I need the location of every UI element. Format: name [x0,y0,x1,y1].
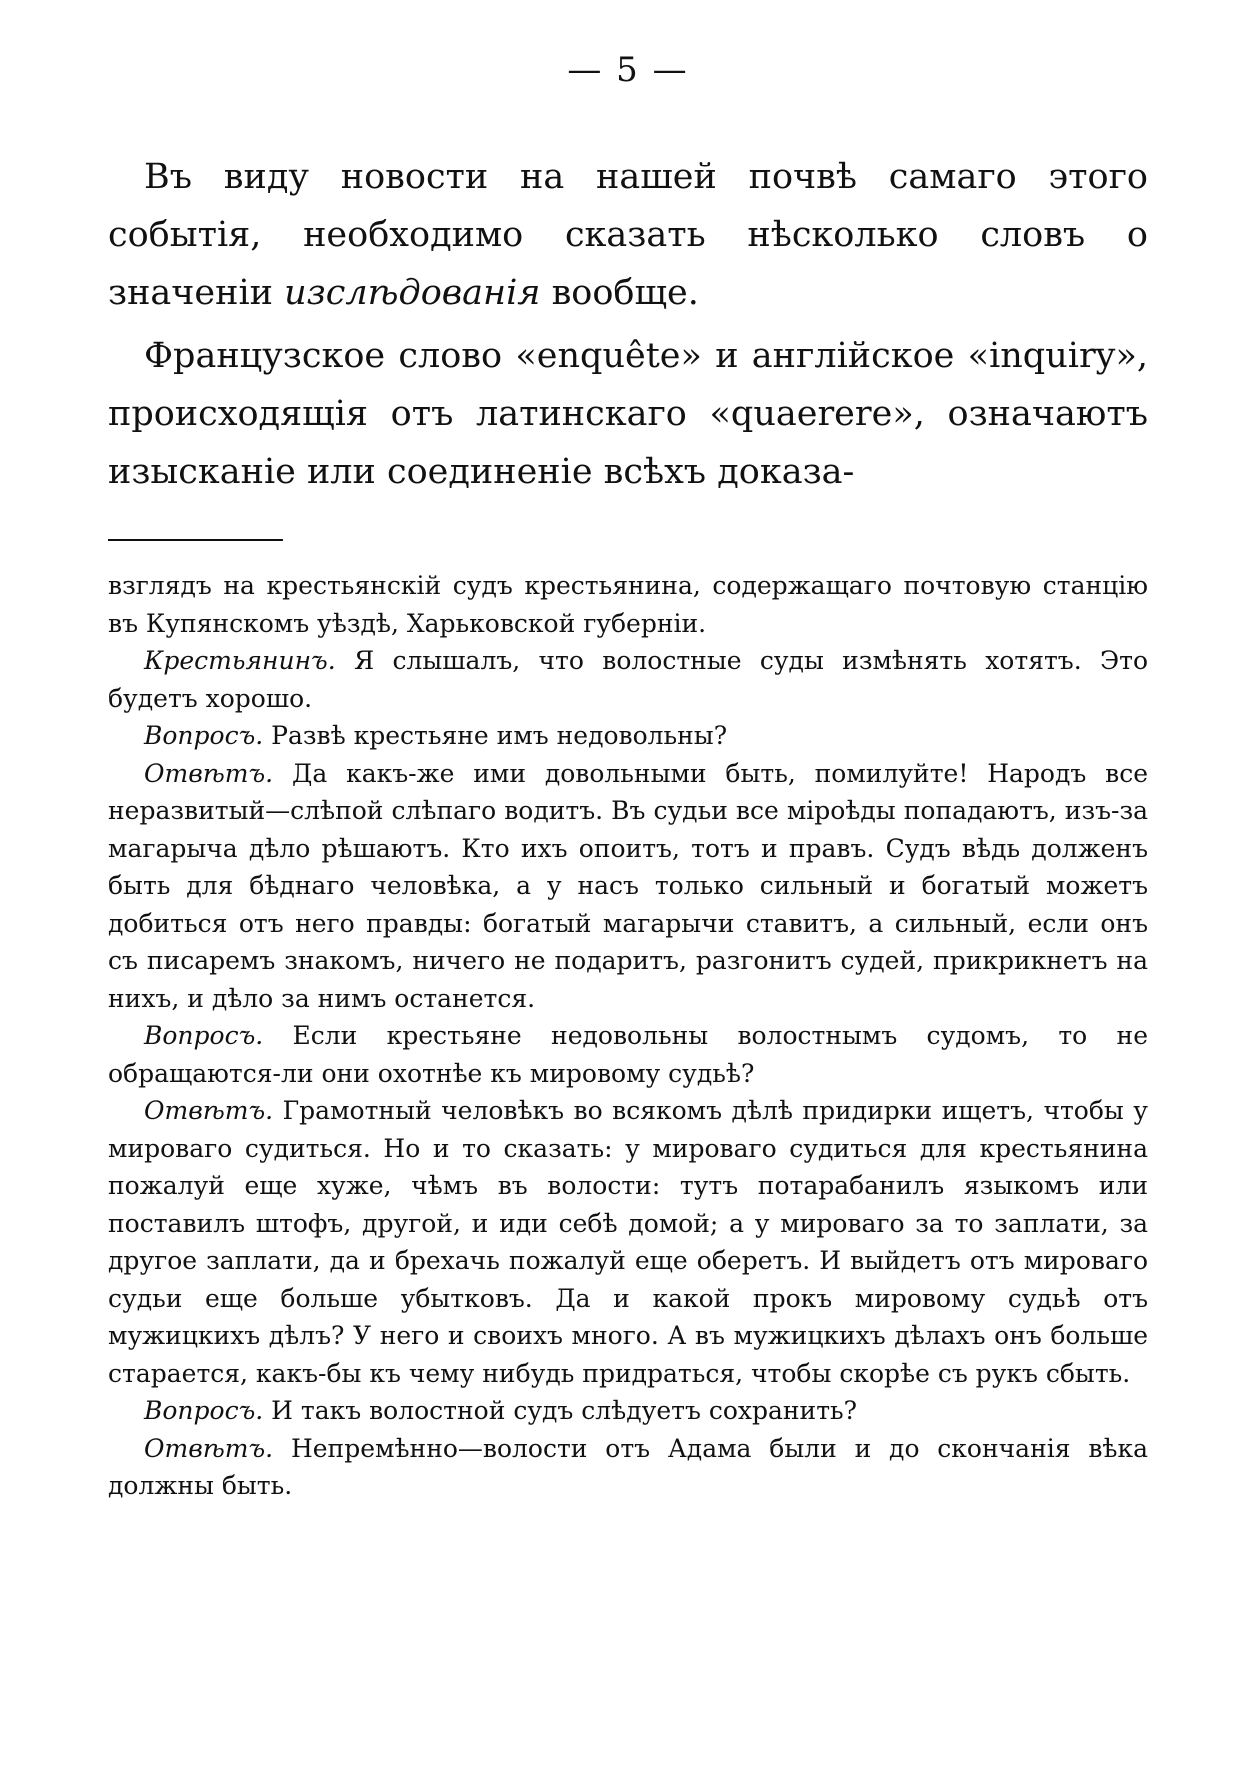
footnote-intro: взглядъ на крестьянскій судъ крестьянина, содержащаго почтовую станцію въ Купянскомъ уѣздѣ, Харьковской губерніи. [108,571,1148,638]
emphasis-word: изслѣдованія [284,273,541,313]
footnote [108,567,1148,1505]
page-number: — 5 — [567,50,689,90]
dialogue-line [108,1430,1148,1505]
dialogue-text: Если крестьяне недовольны волостнымъ судомъ, то не обращаются-ли они охотнѣе къ мировому судьѣ? [108,1021,1148,1088]
dialogue-text: Да какъ-же ими довольными быть, помилуйте! Народъ все неразвитый—слѣпой слѣпаго водитъ. Въ судьи все міроѣды попадаютъ, изъ-за магарыча дѣло рѣшаютъ. Кто ихъ опоитъ, тотъ и правъ. Судъ вѣдь долженъ быть для бѣднаго человѣка, а у насъ только сильный и богатый можетъ добиться отъ него правды: богатый магарычи ставитъ, а сильный, если онъ съ писаремъ знакомъ, ничего не подаритъ, разгонитъ судей, прикрикнетъ на нихъ, и дѣло за нимъ останется. [108,758,1148,1013]
paragraph-2: Французское слово «enquête» и англійское «inquiry», происходящія отъ латинскаго «quaerere», означаютъ изысканіе или соединеніе всѣхъ доказа- [108,336,1148,492]
speaker-label: Отвѣтъ. [144,1096,274,1125]
book-page [108,50,1148,1750]
paragraph-1-text-a: Въ виду новости на нашей почвѣ самаго этого событія, необходимо сказать нѣсколько словъ о значеніи [108,157,1148,313]
paragraph-1-text-b: вообще. [540,273,699,313]
speaker-label: Вопросъ. [144,1021,264,1050]
dialogue-text: Развѣ крестьяне имъ недовольны? [263,721,728,750]
dialogue-line [108,717,1148,755]
speaker-label: Крестьянинъ. [144,646,336,675]
dialogue-text: Грамотный человѣкъ во всякомъ дѣлѣ придирки ищетъ, чтобы у мироваго судиться. Но и то сказать: у мироваго судиться для крестьянина пожалуй еще хуже, чѣмъ въ волости: тутъ потарабанилъ языкомъ или поставилъ штофъ, другой, и иди себѣ домой; а у мироваго за то заплати, за другое заплати, да и брехачь пожалуй еще оберетъ. И выйдетъ отъ мироваго судьи еще больше убытковъ. Да и какой прокъ мировому судьѣ отъ мужицкихъ дѣлъ? У него и своихъ много. А въ мужицкихъ дѣлахъ онъ больше старается, какъ-бы къ чему нибудь придраться, чтобы скорѣе съ рукъ сбыть. [108,1096,1148,1388]
dialogue-text: И такъ волостной судъ слѣдуетъ сохранить? [263,1396,858,1425]
main-text [108,148,1148,501]
speaker-label: Отвѣтъ. [144,758,274,788]
dialogue-text: Я слышалъ, что волостные суды измѣнять хотятъ. Это будетъ хорошо. [108,646,1148,713]
dialogue-line [108,1392,1148,1430]
dialogue-line [108,1017,1148,1092]
dialogue-line [108,755,1148,1018]
dialogue-line [108,1092,1148,1392]
dialogue-text: Непремѣнно—волости отъ Адама были и до скончанія вѣка должны быть. [108,1433,1148,1500]
speaker-label: Вопросъ. [144,721,264,750]
paragraph-1 [108,148,1148,322]
speaker-label: Отвѣтъ. [144,1433,274,1463]
footnote-divider [108,539,283,541]
speaker-label: Вопросъ. [144,1396,264,1425]
dialogue-line [108,642,1148,717]
